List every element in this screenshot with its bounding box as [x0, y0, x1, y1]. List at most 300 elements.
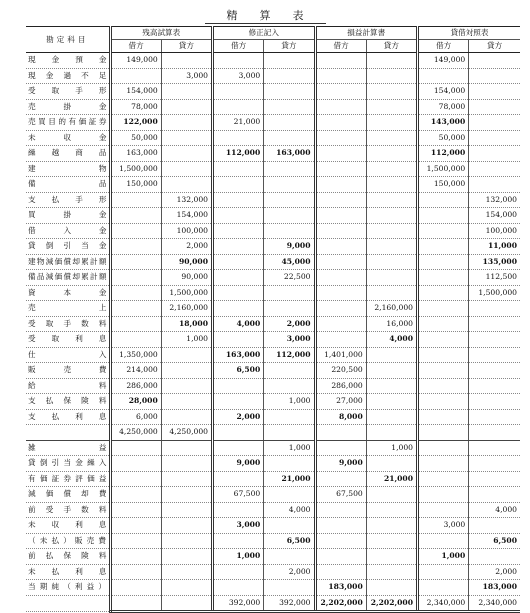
account-name: 支払手形	[26, 192, 110, 208]
amount-bs-cr	[469, 146, 520, 162]
amount-pl-dr	[315, 502, 366, 518]
table-row	[26, 533, 520, 549]
amount-bs-cr: 2,000	[469, 564, 520, 580]
amount-bs-dr: 154,000	[418, 84, 469, 100]
amount-pl-dr: 220,500	[315, 363, 366, 379]
amount-pl-dr	[315, 239, 366, 255]
amount-bs-dr	[418, 223, 469, 239]
amount-adj-dr	[213, 208, 264, 224]
amount-tb-cr	[161, 518, 212, 534]
amount-bs-dr: 3,000	[418, 518, 469, 534]
amount-bs-cr: 6,500	[469, 533, 520, 549]
amount-tb-cr	[161, 363, 212, 379]
amount-bs-cr: 132,000	[469, 192, 520, 208]
amount-bs-dr	[418, 440, 469, 456]
amount-pl-cr	[366, 502, 417, 518]
table-row	[26, 425, 520, 441]
amount-adj-cr: 2,000	[264, 316, 315, 332]
amount-bs-cr: 1,500,000	[469, 285, 520, 301]
amount-tb-cr: 90,000	[161, 270, 212, 286]
amount-tb-dr: 149,000	[110, 53, 161, 69]
table-row	[26, 487, 520, 503]
amount-tb-cr: 1,500,000	[161, 285, 212, 301]
amount-pl-cr	[366, 84, 417, 100]
tb-credit-header: 貸方	[161, 40, 212, 53]
amount-adj-dr: 2,000	[213, 409, 264, 425]
amount-pl-cr	[366, 378, 417, 394]
amount-bs-dr	[418, 285, 469, 301]
amount-adj-cr: 3,000	[264, 332, 315, 348]
amount-adj-dr: 163,000	[213, 347, 264, 363]
amount-pl-cr: 2,202,000	[366, 595, 417, 612]
amount-adj-cr: 9,000	[264, 239, 315, 255]
amount-pl-dr	[315, 146, 366, 162]
amount-bs-cr	[469, 115, 520, 131]
amount-pl-dr	[315, 68, 366, 84]
amount-bs-cr	[469, 84, 520, 100]
amount-tb-dr	[110, 471, 161, 487]
amount-pl-cr	[366, 208, 417, 224]
amount-adj-cr	[264, 425, 315, 441]
table-row	[26, 254, 520, 270]
amount-bs-cr: 2,340,000	[469, 595, 520, 612]
amount-adj-cr	[264, 192, 315, 208]
adj-debit-header: 借方	[213, 40, 264, 53]
table-row	[26, 285, 520, 301]
amount-adj-dr	[213, 223, 264, 239]
amount-tb-dr	[110, 580, 161, 596]
amount-pl-cr	[366, 99, 417, 115]
amount-adj-cr	[264, 549, 315, 565]
table-row	[26, 68, 520, 84]
amount-pl-cr	[366, 564, 417, 580]
account-name: 買掛金	[26, 208, 110, 224]
amount-adj-dr: 6,500	[213, 363, 264, 379]
account-name: 支払保険料	[26, 394, 110, 410]
balance-sheet-header: 貸借対照表	[418, 27, 521, 40]
amount-pl-dr	[315, 177, 366, 193]
account-name: 雑益	[26, 440, 110, 456]
amount-tb-dr	[110, 533, 161, 549]
amount-bs-dr	[418, 394, 469, 410]
account-name: 有価証券評価益	[26, 471, 110, 487]
amount-pl-cr	[366, 115, 417, 131]
amount-bs-dr: 1,000	[418, 549, 469, 565]
amount-tb-cr: 2,000	[161, 239, 212, 255]
amount-adj-cr: 1,000	[264, 440, 315, 456]
adj-credit-header: 貸方	[264, 40, 315, 53]
amount-adj-cr: 163,000	[264, 146, 315, 162]
amount-tb-cr: 90,000	[161, 254, 212, 270]
amount-tb-dr	[110, 192, 161, 208]
amount-tb-cr: 1,000	[161, 332, 212, 348]
amount-tb-cr	[161, 487, 212, 503]
amount-adj-dr: 1,000	[213, 549, 264, 565]
amount-bs-dr	[418, 347, 469, 363]
account-header: 勘定科目	[26, 27, 110, 53]
amount-tb-dr	[110, 68, 161, 84]
amount-adj-cr: 45,000	[264, 254, 315, 270]
account-name: 貸倒引当金繰入	[26, 456, 110, 472]
amount-adj-cr: 6,500	[264, 533, 315, 549]
account-name: 売上	[26, 301, 110, 317]
account-name: 支払利息	[26, 409, 110, 425]
amount-tb-cr: 132,000	[161, 192, 212, 208]
amount-pl-dr	[315, 84, 366, 100]
amount-tb-cr	[161, 161, 212, 177]
amount-adj-dr	[213, 378, 264, 394]
amount-pl-dr	[315, 254, 366, 270]
amount-tb-dr: 6,000	[110, 409, 161, 425]
amount-adj-dr: 4,000	[213, 316, 264, 332]
amount-pl-dr: 8,000	[315, 409, 366, 425]
amount-adj-dr	[213, 394, 264, 410]
amount-bs-cr	[469, 518, 520, 534]
amount-bs-cr	[469, 409, 520, 425]
account-name: 未収利息	[26, 518, 110, 534]
amount-bs-dr	[418, 409, 469, 425]
amount-tb-cr	[161, 549, 212, 565]
amount-tb-dr	[110, 502, 161, 518]
amount-tb-cr: 100,000	[161, 223, 212, 239]
amount-bs-cr: 4,000	[469, 502, 520, 518]
amount-adj-dr: 9,000	[213, 456, 264, 472]
amount-adj-cr	[264, 580, 315, 596]
adjustments-header: 修正記入	[213, 27, 316, 40]
amount-adj-cr	[264, 518, 315, 534]
table-row	[26, 192, 520, 208]
amount-tb-cr	[161, 533, 212, 549]
amount-pl-dr	[315, 425, 366, 441]
table-row	[26, 378, 520, 394]
amount-tb-dr	[110, 301, 161, 317]
amount-tb-cr	[161, 84, 212, 100]
account-name: 受取手数料	[26, 316, 110, 332]
account-name: 建物	[26, 161, 110, 177]
amount-bs-dr	[418, 301, 469, 317]
amount-tb-dr	[110, 254, 161, 270]
amount-adj-dr	[213, 425, 264, 441]
amount-bs-dr	[418, 487, 469, 503]
table-row	[26, 394, 520, 410]
account-name: （未払）販売費	[26, 533, 110, 549]
amount-pl-dr	[315, 549, 366, 565]
worksheet-title: 精算表	[0, 7, 530, 23]
account-name: 備品減価償却累計額	[26, 270, 110, 286]
amount-adj-dr	[213, 99, 264, 115]
amount-tb-dr: 154,000	[110, 84, 161, 100]
amount-tb-cr	[161, 53, 212, 69]
amount-bs-dr	[418, 456, 469, 472]
amount-tb-dr	[110, 518, 161, 534]
amount-pl-cr	[366, 394, 417, 410]
amount-adj-cr	[264, 363, 315, 379]
amount-bs-cr: 183,000	[469, 580, 520, 596]
amount-adj-cr	[264, 53, 315, 69]
account-name: 繰越商品	[26, 146, 110, 162]
amount-tb-dr	[110, 595, 161, 612]
amount-tb-cr	[161, 456, 212, 472]
amount-adj-cr: 392,000	[264, 595, 315, 612]
account-name: 未払利息	[26, 564, 110, 580]
amount-bs-dr	[418, 564, 469, 580]
amount-bs-dr: 1,500,000	[418, 161, 469, 177]
amount-adj-cr	[264, 177, 315, 193]
amount-bs-dr: 78,000	[418, 99, 469, 115]
amount-bs-cr	[469, 394, 520, 410]
account-name: 仕入	[26, 347, 110, 363]
account-name: 前払保険料	[26, 549, 110, 565]
table-row	[26, 502, 520, 518]
table-row	[26, 177, 520, 193]
amount-bs-cr	[469, 130, 520, 146]
amount-bs-cr	[469, 378, 520, 394]
amount-bs-cr	[469, 301, 520, 317]
tb-debit-header: 借方	[110, 40, 161, 53]
amount-tb-dr: 1,500,000	[110, 161, 161, 177]
amount-pl-cr	[366, 223, 417, 239]
amount-bs-dr	[418, 363, 469, 379]
amount-pl-dr	[315, 564, 366, 580]
amount-tb-dr: 150,000	[110, 177, 161, 193]
amount-tb-dr	[110, 270, 161, 286]
amount-tb-cr	[161, 440, 212, 456]
table-row	[26, 239, 520, 255]
amount-bs-cr: 112,500	[469, 270, 520, 286]
amount-bs-cr: 135,000	[469, 254, 520, 270]
amount-pl-dr	[315, 99, 366, 115]
amount-bs-cr	[469, 53, 520, 69]
amount-bs-dr	[418, 533, 469, 549]
amount-tb-cr	[161, 394, 212, 410]
amount-pl-dr	[315, 161, 366, 177]
account-name	[26, 425, 110, 441]
amount-bs-cr	[469, 471, 520, 487]
amount-bs-cr	[469, 487, 520, 503]
table-row	[26, 549, 520, 565]
amount-tb-dr	[110, 487, 161, 503]
amount-tb-cr	[161, 580, 212, 596]
table-row	[26, 564, 520, 580]
amount-bs-cr: 11,000	[469, 239, 520, 255]
amount-tb-dr	[110, 440, 161, 456]
amount-pl-cr	[366, 161, 417, 177]
amount-bs-cr	[469, 332, 520, 348]
table-row	[26, 440, 520, 456]
amount-tb-cr	[161, 130, 212, 146]
pl-credit-header: 貸方	[366, 40, 417, 53]
amount-tb-dr: 122,000	[110, 115, 161, 131]
amount-pl-cr	[366, 363, 417, 379]
amount-adj-cr	[264, 208, 315, 224]
amount-pl-cr	[366, 518, 417, 534]
amount-adj-cr	[264, 161, 315, 177]
amount-adj-dr	[213, 161, 264, 177]
amount-adj-dr	[213, 192, 264, 208]
bs-debit-header: 借方	[418, 40, 469, 53]
amount-pl-dr	[315, 223, 366, 239]
amount-pl-cr: 4,000	[366, 332, 417, 348]
amount-tb-dr: 50,000	[110, 130, 161, 146]
account-name: 当期純（利益）	[26, 580, 110, 596]
amount-pl-dr	[315, 440, 366, 456]
amount-pl-cr	[366, 549, 417, 565]
amount-adj-dr	[213, 533, 264, 549]
amount-pl-dr	[315, 332, 366, 348]
amount-pl-cr	[366, 68, 417, 84]
amount-adj-cr: 4,000	[264, 502, 315, 518]
amount-bs-cr	[469, 549, 520, 565]
table-row	[26, 270, 520, 286]
table-row	[26, 130, 520, 146]
amount-tb-cr	[161, 146, 212, 162]
amount-tb-cr	[161, 378, 212, 394]
table-row	[26, 595, 520, 612]
account-name: 売買目的有価証券	[26, 115, 110, 131]
amount-pl-dr	[315, 115, 366, 131]
amount-adj-cr	[264, 301, 315, 317]
table-row	[26, 316, 520, 332]
amount-pl-dr	[315, 208, 366, 224]
amount-tb-dr	[110, 456, 161, 472]
amount-bs-dr	[418, 471, 469, 487]
amount-pl-cr	[366, 285, 417, 301]
amount-pl-cr	[366, 347, 417, 363]
amount-tb-cr: 18,000	[161, 316, 212, 332]
amount-pl-cr: 16,000	[366, 316, 417, 332]
table-row	[26, 580, 520, 596]
amount-adj-cr	[264, 115, 315, 131]
amount-tb-cr: 3,000	[161, 68, 212, 84]
amount-adj-cr	[264, 223, 315, 239]
amount-tb-dr	[110, 549, 161, 565]
amount-pl-cr	[366, 533, 417, 549]
amount-tb-dr: 286,000	[110, 378, 161, 394]
amount-adj-dr: 3,000	[213, 68, 264, 84]
amount-tb-dr	[110, 208, 161, 224]
amount-bs-dr	[418, 239, 469, 255]
amount-bs-cr	[469, 316, 520, 332]
amount-adj-cr: 21,000	[264, 471, 315, 487]
table-row	[26, 347, 520, 363]
amount-pl-cr: 21,000	[366, 471, 417, 487]
pl-debit-header: 借方	[315, 40, 366, 53]
amount-pl-dr	[315, 316, 366, 332]
amount-tb-dr	[110, 223, 161, 239]
account-name: 現金預金	[26, 53, 110, 69]
income-statement-header: 損益計算書	[315, 27, 418, 40]
amount-adj-cr	[264, 68, 315, 84]
amount-adj-dr	[213, 270, 264, 286]
amount-bs-dr: 150,000	[418, 177, 469, 193]
account-name: 備品	[26, 177, 110, 193]
amount-pl-dr: 67,500	[315, 487, 366, 503]
amount-pl-dr: 9,000	[315, 456, 366, 472]
amount-adj-cr: 1,000	[264, 394, 315, 410]
amount-bs-dr	[418, 502, 469, 518]
amount-pl-cr	[366, 239, 417, 255]
amount-adj-cr: 22,500	[264, 270, 315, 286]
account-name: 貸倒引当金	[26, 239, 110, 255]
bs-credit-header: 貸方	[469, 40, 520, 53]
amount-bs-dr: 2,340,000	[418, 595, 469, 612]
amount-bs-dr	[418, 425, 469, 441]
amount-adj-dr	[213, 239, 264, 255]
amount-adj-dr	[213, 130, 264, 146]
amount-bs-cr: 100,000	[469, 223, 520, 239]
amount-adj-dr	[213, 53, 264, 69]
amount-pl-dr: 2,202,000	[315, 595, 366, 612]
amount-adj-cr: 112,000	[264, 347, 315, 363]
amount-adj-dr	[213, 580, 264, 596]
amount-bs-cr	[469, 440, 520, 456]
amount-tb-dr	[110, 239, 161, 255]
amount-pl-dr	[315, 192, 366, 208]
amount-pl-dr: 1,401,000	[315, 347, 366, 363]
amount-adj-cr	[264, 378, 315, 394]
amount-bs-cr	[469, 363, 520, 379]
amount-tb-dr	[110, 564, 161, 580]
amount-tb-cr	[161, 564, 212, 580]
amount-adj-dr	[213, 84, 264, 100]
table-row	[26, 53, 520, 69]
amount-pl-dr	[315, 533, 366, 549]
amount-tb-dr: 28,000	[110, 394, 161, 410]
amount-adj-dr: 112,000	[213, 146, 264, 162]
account-name: 売掛金	[26, 99, 110, 115]
table-row	[26, 456, 520, 472]
amount-bs-dr	[418, 208, 469, 224]
account-name: 受取手形	[26, 84, 110, 100]
amount-bs-dr	[418, 378, 469, 394]
amount-tb-cr	[161, 595, 212, 612]
amount-tb-cr	[161, 347, 212, 363]
amount-pl-dr	[315, 471, 366, 487]
table-row	[26, 84, 520, 100]
amount-bs-cr	[469, 425, 520, 441]
amount-tb-cr	[161, 99, 212, 115]
table-row	[26, 471, 520, 487]
amount-pl-cr	[366, 177, 417, 193]
amount-pl-cr	[366, 130, 417, 146]
amount-pl-cr	[366, 146, 417, 162]
amount-adj-dr	[213, 177, 264, 193]
amount-adj-cr	[264, 99, 315, 115]
account-name: 資本金	[26, 285, 110, 301]
amount-adj-cr	[264, 456, 315, 472]
amount-pl-cr	[366, 487, 417, 503]
amount-pl-cr: 1,000	[366, 440, 417, 456]
account-name: 借入金	[26, 223, 110, 239]
amount-bs-dr	[418, 270, 469, 286]
account-name: 建物減価償却累計額	[26, 254, 110, 270]
amount-tb-cr	[161, 502, 212, 518]
amount-tb-dr: 4,250,000	[110, 425, 161, 441]
amount-bs-dr	[418, 192, 469, 208]
amount-pl-cr	[366, 425, 417, 441]
amount-adj-dr: 3,000	[213, 518, 264, 534]
account-name: 現金過不足	[26, 68, 110, 84]
amount-adj-dr	[213, 254, 264, 270]
amount-pl-cr: 2,160,000	[366, 301, 417, 317]
amount-pl-dr	[315, 285, 366, 301]
worksheet-table	[26, 26, 520, 613]
amount-tb-cr: 2,160,000	[161, 301, 212, 317]
amount-adj-dr: 67,500	[213, 487, 264, 503]
table-row	[26, 409, 520, 425]
amount-pl-dr	[315, 130, 366, 146]
amount-bs-cr	[469, 68, 520, 84]
